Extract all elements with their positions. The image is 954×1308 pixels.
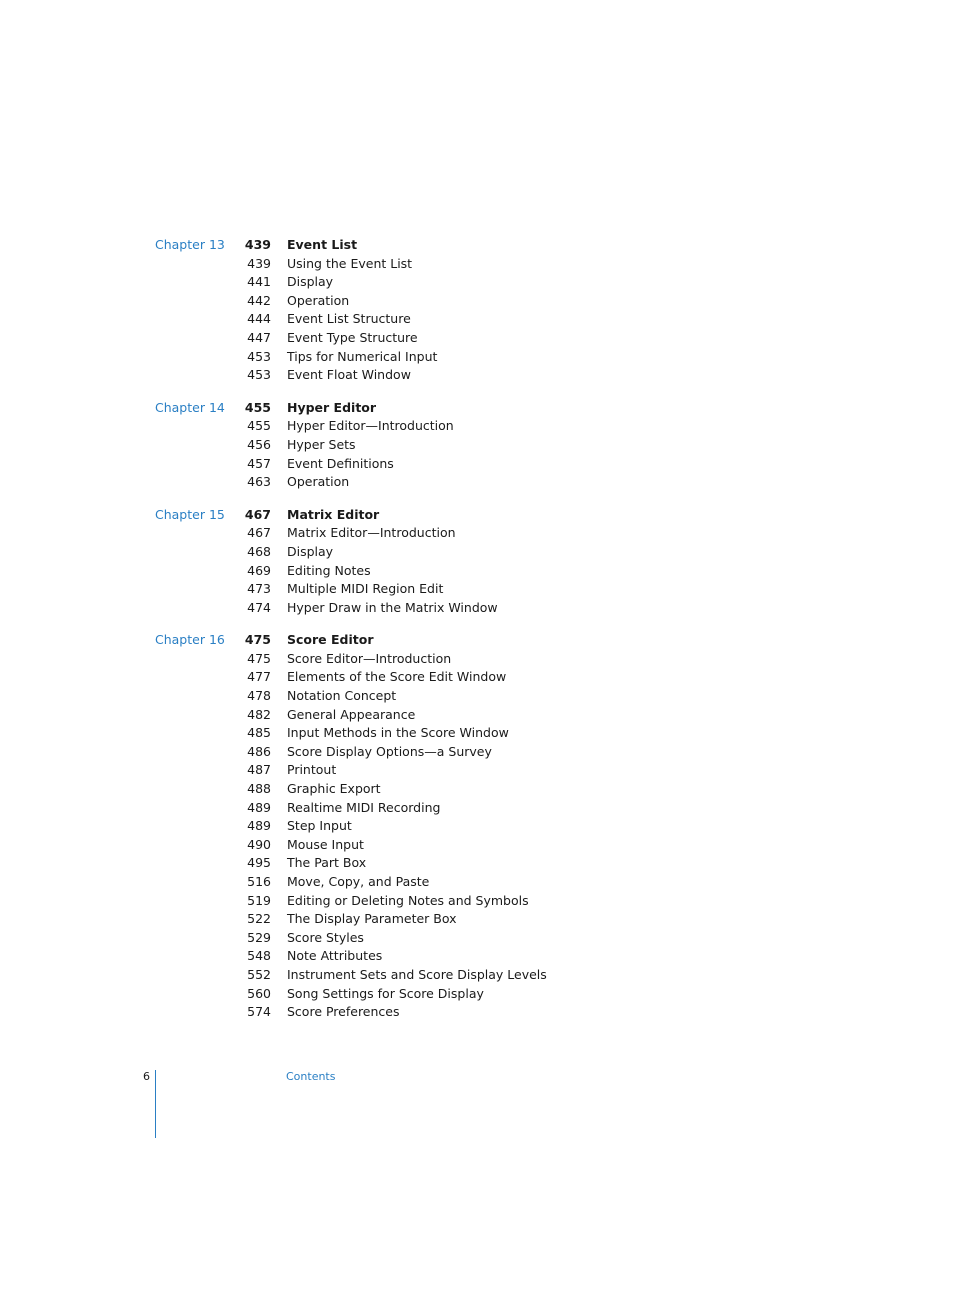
toc-entry[interactable] <box>0 743 954 762</box>
entry-page-number: 574 <box>247 1004 271 1020</box>
entry-title: Score Editor—Introduction <box>287 650 452 666</box>
entry-page-number: 489 <box>247 799 271 815</box>
entry-page-number: 468 <box>247 543 271 559</box>
entry-title: Event Type Structure <box>287 329 418 345</box>
toc-entry[interactable] <box>0 310 954 329</box>
entry-page-number: 444 <box>247 311 271 327</box>
toc-entry[interactable] <box>0 966 954 985</box>
entry-page-number: 548 <box>247 948 271 964</box>
entry-title: Instrument Sets and Score Display Levels <box>287 966 547 982</box>
toc-entry[interactable] <box>0 524 954 543</box>
toc-entry[interactable] <box>0 929 954 948</box>
entry-page-number: 467 <box>247 525 271 541</box>
toc-entry[interactable] <box>0 836 954 855</box>
entry-title: Event Float Window <box>287 367 411 383</box>
entry-page-number: 442 <box>247 292 271 308</box>
toc-entry[interactable] <box>0 650 954 669</box>
entry-title: Hyper Editor—Introduction <box>287 418 454 434</box>
toc-entry[interactable] <box>0 348 954 367</box>
entry-page-number: 489 <box>247 818 271 834</box>
entry-page-number: 485 <box>247 725 271 741</box>
chapter-heading-row[interactable] <box>0 506 954 525</box>
chapter-page-number: 455 <box>244 399 271 415</box>
entry-page-number: 478 <box>247 688 271 704</box>
entry-page-number: 477 <box>247 669 271 685</box>
entry-page-number: 529 <box>247 929 271 945</box>
chapter-heading-row[interactable] <box>0 236 954 255</box>
entry-title: Using the Event List <box>287 255 413 271</box>
footer-section-name: Contents <box>286 1070 336 1083</box>
entry-title: Multiple MIDI Region Edit <box>287 581 444 597</box>
table-of-contents <box>0 236 954 1036</box>
chapter-page-number: 475 <box>244 632 271 648</box>
entry-title: Score Styles <box>287 929 364 945</box>
toc-entry[interactable] <box>0 873 954 892</box>
entry-title: Score Preferences <box>287 1004 400 1020</box>
entry-title: Note Attributes <box>287 948 383 964</box>
entry-title: Mouse Input <box>287 836 364 852</box>
chapter-page-number: 467 <box>244 506 271 522</box>
entry-title: Hyper Draw in the Matrix Window <box>287 599 498 615</box>
entry-page-number: 490 <box>247 836 271 852</box>
entry-title: Operation <box>287 292 350 308</box>
toc-entry[interactable] <box>0 292 954 311</box>
toc-entry[interactable] <box>0 761 954 780</box>
chapter-title: Matrix Editor <box>287 506 380 522</box>
toc-entry[interactable] <box>0 817 954 836</box>
entry-title: Elements of the Score Edit Window <box>287 669 507 685</box>
entry-title: Printout <box>287 762 337 778</box>
chapter-title: Event List <box>287 237 358 252</box>
toc-entry[interactable] <box>0 706 954 725</box>
chapter-block <box>0 236 954 385</box>
chapter-label: Chapter 14 <box>155 399 225 415</box>
chapter-label: Chapter 13 <box>155 237 225 252</box>
toc-entry[interactable] <box>0 329 954 348</box>
toc-entry[interactable] <box>0 255 954 274</box>
chapter-block <box>0 506 954 618</box>
entry-page-number: 441 <box>247 274 271 290</box>
chapter-page-number: 439 <box>244 237 271 252</box>
toc-entry[interactable] <box>0 543 954 562</box>
entry-page-number: 475 <box>247 650 271 666</box>
entry-page-number: 552 <box>247 966 271 982</box>
entry-title: Step Input <box>287 818 352 834</box>
chapter-block <box>0 631 954 1021</box>
toc-entry[interactable] <box>0 668 954 687</box>
entry-title: Event Definitions <box>287 455 394 471</box>
entry-page-number: 447 <box>247 329 271 345</box>
toc-entry[interactable] <box>0 580 954 599</box>
entry-page-number: 456 <box>247 436 271 452</box>
entry-page-number: 488 <box>247 781 271 797</box>
toc-entry[interactable] <box>0 780 954 799</box>
toc-entry[interactable] <box>0 436 954 455</box>
toc-entry[interactable] <box>0 724 954 743</box>
entry-page-number: 439 <box>247 255 271 271</box>
entry-title: Score Display Options—a Survey <box>287 743 492 759</box>
entry-page-number: 486 <box>247 743 271 759</box>
entry-page-number: 474 <box>247 599 271 615</box>
toc-entry[interactable] <box>0 473 954 492</box>
entry-title: General Appearance <box>287 706 416 722</box>
toc-entry[interactable] <box>0 562 954 581</box>
toc-entry[interactable] <box>0 599 954 618</box>
entry-title: Operation <box>287 474 350 490</box>
entry-title: Display <box>287 274 334 290</box>
footer-divider <box>155 1070 156 1138</box>
entry-page-number: 453 <box>247 367 271 383</box>
entry-title: Tips for Numerical Input <box>287 348 438 364</box>
entry-title: Event List Structure <box>287 311 411 327</box>
chapter-title: Score Editor <box>287 632 374 648</box>
toc-entry[interactable] <box>0 799 954 818</box>
entry-page-number: 453 <box>247 348 271 364</box>
toc-entry[interactable] <box>0 985 954 1004</box>
entry-page-number: 473 <box>247 581 271 597</box>
entry-page-number: 469 <box>247 562 271 578</box>
entry-page-number: 516 <box>247 874 271 889</box>
toc-entry[interactable] <box>0 273 954 292</box>
entry-title: Notation Concept <box>287 688 397 704</box>
entry-page-number: 560 <box>247 985 271 1001</box>
entry-page-number: 482 <box>247 706 271 722</box>
chapter-label: Chapter 15 <box>155 506 225 522</box>
chapter-label: Chapter 16 <box>155 632 225 648</box>
entry-title: Graphic Export <box>287 781 381 797</box>
entry-page-number: 455 <box>247 418 271 434</box>
entry-title: Matrix Editor—Introduction <box>287 525 456 541</box>
entry-page-number: 522 <box>247 911 271 927</box>
toc-entry[interactable] <box>0 455 954 474</box>
toc-entry[interactable] <box>0 854 954 873</box>
entry-title: Display <box>287 543 334 559</box>
toc-entry[interactable] <box>0 947 954 966</box>
chapter-block <box>0 399 954 492</box>
entry-title: Editing Notes <box>287 562 371 578</box>
toc-entry[interactable] <box>0 366 954 385</box>
entry-page-number: 487 <box>247 762 271 778</box>
footer-page-number: 6 <box>143 1070 150 1083</box>
chapter-heading-row[interactable] <box>0 631 954 650</box>
chapter-title: Hyper Editor <box>287 399 377 415</box>
entry-page-number: 463 <box>247 474 271 490</box>
entry-title: Editing or Deleting Notes and Symbols <box>287 892 529 908</box>
toc-entry[interactable] <box>0 892 954 911</box>
entry-page-number: 519 <box>247 892 271 908</box>
chapter-heading-row[interactable] <box>0 399 954 418</box>
entry-title: Move, Copy, and Paste <box>287 874 430 889</box>
toc-entry[interactable] <box>0 417 954 436</box>
entry-title: Input Methods in the Score Window <box>287 725 509 741</box>
entry-page-number: 457 <box>247 455 271 471</box>
entry-title: The Part Box <box>287 855 367 871</box>
toc-entry[interactable] <box>0 1003 954 1022</box>
entry-title: The Display Parameter Box <box>287 911 457 927</box>
entry-title: Song Settings for Score Display <box>287 985 484 1001</box>
entry-title: Realtime MIDI Recording <box>287 799 441 815</box>
toc-entry[interactable] <box>0 910 954 929</box>
entry-page-number: 495 <box>247 855 271 871</box>
toc-entry[interactable] <box>0 687 954 706</box>
entry-title: Hyper Sets <box>287 436 356 452</box>
